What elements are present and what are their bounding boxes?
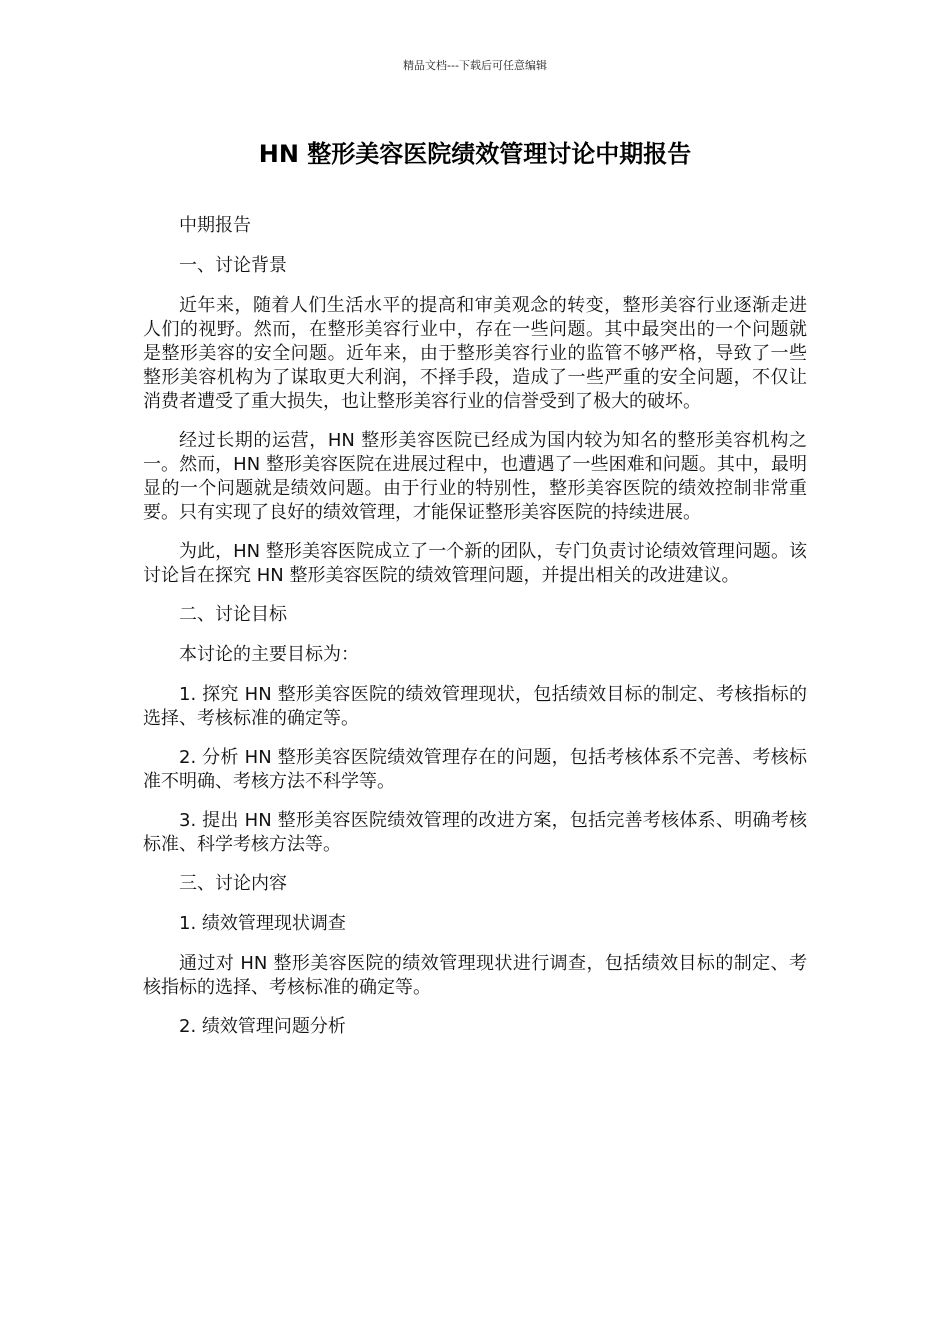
list-item-paragraph: 1. 探究 HN 整形美容医院的绩效管理现状，包括绩效目标的制定、考核指标的选择、考核标准的确定等。 — [143, 684, 807, 729]
section-heading: 一、讨论背景 — [179, 255, 287, 276]
document-title: HN 整形美容医院绩效管理讨论中期报告 — [258, 140, 692, 168]
section-heading: 本讨论的主要目标为： — [179, 644, 359, 665]
document-body — [143, 214, 807, 1055]
section-heading: 二、讨论目标 — [179, 604, 287, 625]
body-paragraph: 近年来，随着人们生活水平的提高和审美观念的转变，整形美容行业逐渐走进人们的视野。然而，在整形美容行业中，存在一些问题。其中最突出的一个问题就是整形美容的安全问题。近年来，由于整形美容行业的监管不够严格，导致了一些整形美容机构为了谋取更大利润，不择手段，造成了一些严重的安全问题，不仅让消费者遭受了重大损失，也让整形美容行业的信誉受到了极大的破坏。 — [143, 295, 807, 412]
subsection-heading: 1. 绩效管理现状调查 — [179, 913, 346, 934]
list-item-paragraph: 3. 提出 HN 整形美容医院绩效管理的改进方案，包括完善考核体系、明确考核标准、科学考核方法等。 — [143, 810, 807, 855]
list-item-paragraph: 2. 分析 HN 整形美容医院绩效管理存在的问题，包括考核体系不完善、考核标准不明确、考核方法不科学等。 — [143, 747, 807, 792]
body-paragraph: 经过长期的运营，HN 整形美容医院已经成为国内较为知名的整形美容机构之一。然而，HN 整形美容医院在进展过程中，也遭遇了一些困难和问题。其中，最明显的一个问题就是绩效问题。由于行业的特别性，整形美容医院的绩效控制非常重要。只有实现了良好的绩效管理，才能保证整形美容医院的持续进展。 — [143, 430, 807, 523]
header-note: 精品文档---下载后可任意编辑 — [403, 59, 547, 72]
section-heading: 中期报告 — [179, 215, 251, 236]
subsection-heading: 2. 绩效管理问题分析 — [179, 1016, 346, 1037]
section-heading: 三、讨论内容 — [179, 873, 287, 894]
body-paragraph: 为此，HN 整形美容医院成立了一个新的团队，专门负责讨论绩效管理问题。该讨论旨在探究 HN 整形美容医院的绩效管理问题，并提出相关的改进建议。 — [143, 541, 807, 586]
body-paragraph: 通过对 HN 整形美容医院的绩效管理现状进行调查，包括绩效目标的制定、考核指标的选择、考核标准的确定等。 — [143, 953, 807, 998]
